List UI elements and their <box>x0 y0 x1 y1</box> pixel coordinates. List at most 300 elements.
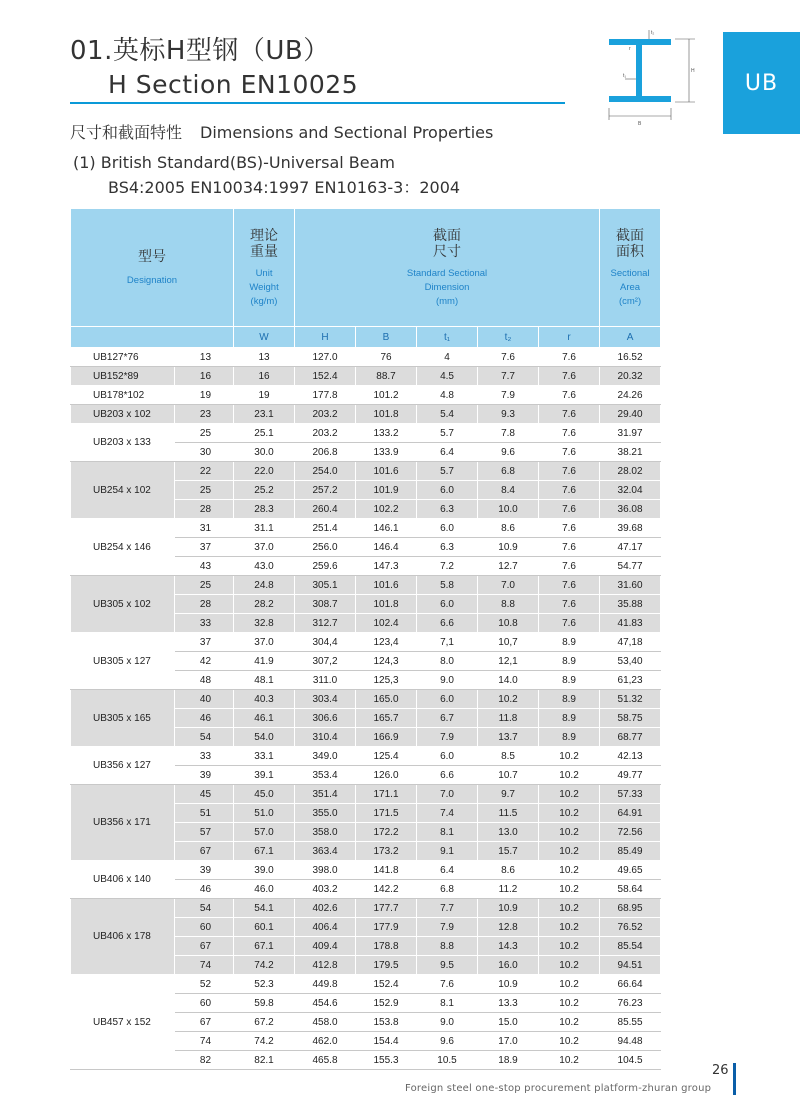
header-dim-en2: Dimension <box>424 281 470 293</box>
table-cell: 165.7 <box>356 709 417 728</box>
header-symbol-a: A <box>600 327 661 348</box>
table-cell: 23 <box>175 405 234 424</box>
table-cell: 57.0 <box>234 823 295 842</box>
table-cell: 47,18 <box>600 633 661 652</box>
table-cell: 152.4 <box>295 367 356 386</box>
table-cell: 104.5 <box>600 1051 661 1070</box>
table-cell: 60 <box>175 994 234 1013</box>
table-cell: 76 <box>356 348 417 367</box>
table-cell: 310.4 <box>295 728 356 747</box>
table-cell: 94.48 <box>600 1032 661 1051</box>
table-cell: 8.9 <box>539 709 600 728</box>
table-cell: 40 <box>175 690 234 709</box>
designation-cell: UB305 x 102 <box>71 576 175 633</box>
table-cell: 54.77 <box>600 557 661 576</box>
b-label: B <box>638 121 642 127</box>
header-symbol-w: W <box>234 327 295 348</box>
table-cell: 67.1 <box>234 842 295 861</box>
table-cell: 16 <box>234 367 295 386</box>
table-cell: 37 <box>175 538 234 557</box>
header-area-en3: (cm²) <box>618 295 642 307</box>
table-cell: 67.1 <box>234 937 295 956</box>
table-cell: 6.7 <box>417 709 478 728</box>
table-cell: 7.0 <box>417 785 478 804</box>
table-cell: 12.7 <box>478 557 539 576</box>
table-cell: 48.1 <box>234 671 295 690</box>
table-cell: 16.52 <box>600 348 661 367</box>
standard-title: (1) British Standard(BS)-Universal Beam <box>73 153 395 172</box>
table-cell: 8.9 <box>539 633 600 652</box>
table-cell: 8.6 <box>478 861 539 880</box>
table-cell: 10.2 <box>539 1032 600 1051</box>
table-cell: 7.6 <box>478 348 539 367</box>
table-cell: 7.6 <box>539 519 600 538</box>
designation-cell: UB152*89 <box>71 367 175 386</box>
table-cell: 13.3 <box>478 994 539 1013</box>
table-cell: 8.9 <box>539 690 600 709</box>
table-cell: 16.0 <box>478 956 539 975</box>
table-row <box>71 899 661 918</box>
table-cell: 7.8 <box>478 424 539 443</box>
table-cell: 7.9 <box>417 918 478 937</box>
table-cell: 10.2 <box>539 747 600 766</box>
page-title-en: H Section EN10025 <box>108 70 359 99</box>
header-weight <box>234 209 295 327</box>
table-cell: 465.8 <box>295 1051 356 1070</box>
ub-badge: UB <box>723 32 800 134</box>
table-cell: 41.83 <box>600 614 661 633</box>
table-cell: 68.77 <box>600 728 661 747</box>
designation-cell: UB203 x 102 <box>71 405 175 424</box>
table-cell: 52.3 <box>234 975 295 994</box>
table-cell: 102.2 <box>356 500 417 519</box>
t1-label: t₁ <box>623 73 627 79</box>
table-cell: 37.0 <box>234 633 295 652</box>
table-cell: 409.4 <box>295 937 356 956</box>
table-cell: 10.2 <box>539 899 600 918</box>
table-cell: 67.2 <box>234 1013 295 1032</box>
table-cell: 6.3 <box>417 538 478 557</box>
table-cell: 177.8 <box>295 386 356 405</box>
table-body <box>71 348 661 1070</box>
table-cell: 9.1 <box>417 842 478 861</box>
table-cell: 37.0 <box>234 538 295 557</box>
table-cell: 19 <box>234 386 295 405</box>
table-cell: 7.6 <box>539 538 600 557</box>
table-cell: 59.8 <box>234 994 295 1013</box>
table-cell: 49.77 <box>600 766 661 785</box>
table-cell: 64.91 <box>600 804 661 823</box>
table-cell: 5.7 <box>417 424 478 443</box>
table-cell: 10.9 <box>478 975 539 994</box>
table-cell: 76.23 <box>600 994 661 1013</box>
table-cell: 10.2 <box>539 918 600 937</box>
table-cell: 88.7 <box>356 367 417 386</box>
table-cell: 7.6 <box>539 405 600 424</box>
table-cell: 57.33 <box>600 785 661 804</box>
table-cell: 8.8 <box>478 595 539 614</box>
table-cell: 7.6 <box>539 576 600 595</box>
table-cell: 12,1 <box>478 652 539 671</box>
table-cell: 31.1 <box>234 519 295 538</box>
table-cell: 31 <box>175 519 234 538</box>
table-cell: 177.9 <box>356 918 417 937</box>
table-cell: 146.4 <box>356 538 417 557</box>
page-number: 26 <box>712 1063 729 1078</box>
table-cell: 147.3 <box>356 557 417 576</box>
table-cell: 125,3 <box>356 671 417 690</box>
table-cell: 8.6 <box>478 519 539 538</box>
table-cell: 304,4 <box>295 633 356 652</box>
table-cell: 7.6 <box>539 367 600 386</box>
table-cell: 10.2 <box>539 785 600 804</box>
table-cell: 353.4 <box>295 766 356 785</box>
t2-label: t₂ <box>651 30 655 36</box>
table-cell: 101.6 <box>356 462 417 481</box>
table-cell: 6.0 <box>417 747 478 766</box>
table-cell: 31.60 <box>600 576 661 595</box>
table-cell: 152.4 <box>356 975 417 994</box>
table-cell: 165.0 <box>356 690 417 709</box>
table-cell: 206.8 <box>295 443 356 462</box>
table-cell: 25.1 <box>234 424 295 443</box>
table-cell: 155.3 <box>356 1051 417 1070</box>
table-cell: 36.08 <box>600 500 661 519</box>
table-cell: 4 <box>417 348 478 367</box>
table-cell: 10.2 <box>539 766 600 785</box>
table-row <box>71 975 661 994</box>
table-cell: 14.3 <box>478 937 539 956</box>
header-symbol-b: B <box>356 327 417 348</box>
table-row <box>71 690 661 709</box>
title-divider <box>70 102 565 104</box>
table-cell: 76.52 <box>600 918 661 937</box>
table-cell: 9.0 <box>417 671 478 690</box>
table-cell: 39 <box>175 766 234 785</box>
table-cell: 8.9 <box>539 671 600 690</box>
table-cell: 7.0 <box>478 576 539 595</box>
table-cell: 39 <box>175 861 234 880</box>
table-cell: 7.6 <box>539 595 600 614</box>
table-cell: 10.0 <box>478 500 539 519</box>
table-row <box>71 462 661 481</box>
table-cell: 251.4 <box>295 519 356 538</box>
table-cell: 142.2 <box>356 880 417 899</box>
table-cell: 51 <box>175 804 234 823</box>
table-cell: 4.5 <box>417 367 478 386</box>
header-weight-cn2: 重量 <box>250 242 279 259</box>
table-cell: 13.7 <box>478 728 539 747</box>
table-cell: 72.56 <box>600 823 661 842</box>
table-cell: 20.32 <box>600 367 661 386</box>
page-number-bar <box>733 1063 736 1095</box>
table-cell: 303.4 <box>295 690 356 709</box>
table-cell: 4.8 <box>417 386 478 405</box>
table-cell: 68.95 <box>600 899 661 918</box>
table-cell: 7.7 <box>478 367 539 386</box>
table-cell: 6.8 <box>417 880 478 899</box>
table-cell: 58.64 <box>600 880 661 899</box>
table-cell: 54.1 <box>234 899 295 918</box>
table-cell: 402.6 <box>295 899 356 918</box>
table-cell: 101.6 <box>356 576 417 595</box>
table-cell: 61,23 <box>600 671 661 690</box>
table-cell: 458.0 <box>295 1013 356 1032</box>
table-cell: 306.6 <box>295 709 356 728</box>
table-cell: 12.8 <box>478 918 539 937</box>
table-cell: 7.6 <box>539 386 600 405</box>
table-cell: 35.88 <box>600 595 661 614</box>
table-cell: 6.0 <box>417 690 478 709</box>
table-cell: 101.2 <box>356 386 417 405</box>
table-cell: 47.17 <box>600 538 661 557</box>
table-cell: 14.0 <box>478 671 539 690</box>
table-cell: 203.2 <box>295 405 356 424</box>
table-cell: 101.8 <box>356 595 417 614</box>
table-cell: 146.1 <box>356 519 417 538</box>
table-cell: 28.02 <box>600 462 661 481</box>
table-cell: 10.2 <box>539 975 600 994</box>
table-cell: 358.0 <box>295 823 356 842</box>
table-cell: 74.2 <box>234 956 295 975</box>
header-dim-cn1: 截面 <box>433 226 462 243</box>
table-cell: 43 <box>175 557 234 576</box>
table-cell: 33 <box>175 614 234 633</box>
table-row <box>71 405 661 424</box>
table-cell: 178.8 <box>356 937 417 956</box>
table-cell: 49.65 <box>600 861 661 880</box>
table-cell: 307,2 <box>295 652 356 671</box>
designation-cell: UB254 x 146 <box>71 519 175 576</box>
table-cell: 7.6 <box>539 443 600 462</box>
table-cell: 203.2 <box>295 424 356 443</box>
table-cell: 7.6 <box>539 424 600 443</box>
table-cell: 10.2 <box>539 804 600 823</box>
table-cell: 355.0 <box>295 804 356 823</box>
table-cell: 101.8 <box>356 405 417 424</box>
header-area <box>600 209 661 327</box>
table-cell: 6.0 <box>417 595 478 614</box>
table-cell: 6.4 <box>417 861 478 880</box>
table-cell: 6.0 <box>417 519 478 538</box>
table-cell: 10,7 <box>478 633 539 652</box>
table-cell: 141.8 <box>356 861 417 880</box>
table-cell: 351.4 <box>295 785 356 804</box>
table-cell: 28 <box>175 500 234 519</box>
table-cell: 254.0 <box>295 462 356 481</box>
table-cell: 154.4 <box>356 1032 417 1051</box>
table-cell: 85.55 <box>600 1013 661 1032</box>
header-designation <box>71 209 234 327</box>
table-row <box>71 861 661 880</box>
table-cell: 9.6 <box>417 1032 478 1051</box>
table-cell: 43.0 <box>234 557 295 576</box>
table-cell: 312.7 <box>295 614 356 633</box>
table-cell: 7.9 <box>478 386 539 405</box>
designation-cell: UB203 x 133 <box>71 424 175 462</box>
table-cell: 10.2 <box>539 880 600 899</box>
table-cell: 10.2 <box>539 956 600 975</box>
table-cell: 32.04 <box>600 481 661 500</box>
table-cell: 74 <box>175 1032 234 1051</box>
table-cell: 7,1 <box>417 633 478 652</box>
table-row <box>71 348 661 367</box>
table-cell: 10.2 <box>539 994 600 1013</box>
table-cell: 125.4 <box>356 747 417 766</box>
table-cell: 124,3 <box>356 652 417 671</box>
table-cell: 82.1 <box>234 1051 295 1070</box>
table-cell: 9.5 <box>417 956 478 975</box>
table-cell: 39.1 <box>234 766 295 785</box>
header-symbol-r: r <box>539 327 600 348</box>
header-symbol-h: H <box>295 327 356 348</box>
table-cell: 32.8 <box>234 614 295 633</box>
table-cell: 8.8 <box>417 937 478 956</box>
table-cell: 74.2 <box>234 1032 295 1051</box>
table-cell: 6.0 <box>417 481 478 500</box>
table-cell: 10.5 <box>417 1051 478 1070</box>
table-cell: 449.8 <box>295 975 356 994</box>
table-cell: 398.0 <box>295 861 356 880</box>
table-cell: 7.2 <box>417 557 478 576</box>
table-cell: 94.51 <box>600 956 661 975</box>
table-cell: 8.1 <box>417 994 478 1013</box>
table-cell: 16 <box>175 367 234 386</box>
subtitle-en: Dimensions and Sectional Properties <box>200 123 494 142</box>
table-cell: 25 <box>175 576 234 595</box>
header-area-en2: Area <box>620 281 641 293</box>
table-cell: 7.6 <box>539 481 600 500</box>
table-cell: 82 <box>175 1051 234 1070</box>
designation-cell: UB457 x 152 <box>71 975 175 1070</box>
table-row <box>71 367 661 386</box>
table-cell: 40.3 <box>234 690 295 709</box>
table-cell: 102.4 <box>356 614 417 633</box>
table-cell: 38.21 <box>600 443 661 462</box>
table-cell: 25 <box>175 424 234 443</box>
table-cell: 9.7 <box>478 785 539 804</box>
header-symbol-t1: t₁ <box>417 327 478 348</box>
table-cell: 8.9 <box>539 652 600 671</box>
table-cell: 7.6 <box>417 975 478 994</box>
table-cell: 6.6 <box>417 766 478 785</box>
table-cell: 257.2 <box>295 481 356 500</box>
table-cell: 67 <box>175 1013 234 1032</box>
subtitle-cn: 尺寸和截面特性 <box>70 123 183 142</box>
table-cell: 25 <box>175 481 234 500</box>
table-cell: 179.5 <box>356 956 417 975</box>
page-title-cn: 01.英标H型钢（UB） <box>70 36 330 66</box>
table-cell: 60.1 <box>234 918 295 937</box>
table-cell: 60 <box>175 918 234 937</box>
table-cell: 454.6 <box>295 994 356 1013</box>
table-cell: 33 <box>175 747 234 766</box>
table-row <box>71 519 661 538</box>
designation-cell: UB305 x 127 <box>71 633 175 690</box>
table-cell: 10.8 <box>478 614 539 633</box>
table-cell: 133.2 <box>356 424 417 443</box>
table-cell: 30 <box>175 443 234 462</box>
table-cell: 10.2 <box>539 823 600 842</box>
header-area-en1: Sectional <box>610 267 650 279</box>
table-cell: 171.1 <box>356 785 417 804</box>
table-cell: 33.1 <box>234 747 295 766</box>
table-cell: 39.68 <box>600 519 661 538</box>
table-cell: 51.32 <box>600 690 661 709</box>
header-dim-en1: Standard Sectional <box>406 267 488 279</box>
standard-codes: BS4:2005 EN10034:1997 EN10163-3：2004 <box>108 178 461 197</box>
table-cell: 305.1 <box>295 576 356 595</box>
table-cell: 28.3 <box>234 500 295 519</box>
table-cell: 24.26 <box>600 386 661 405</box>
table-cell: 11.2 <box>478 880 539 899</box>
header-symbol-blank <box>71 327 234 348</box>
table-cell: 46.1 <box>234 709 295 728</box>
table-cell: 173.2 <box>356 842 417 861</box>
header-designation-cn: 型号 <box>138 247 166 264</box>
table-cell: 172.2 <box>356 823 417 842</box>
table-cell: 19 <box>175 386 234 405</box>
table-cell: 37 <box>175 633 234 652</box>
table-cell: 101.9 <box>356 481 417 500</box>
header-dim-en3: (mm) <box>435 295 459 307</box>
table-cell: 177.7 <box>356 899 417 918</box>
table-row <box>71 633 661 652</box>
table-cell: 23.1 <box>234 405 295 424</box>
table-row <box>71 785 661 804</box>
table-cell: 153.8 <box>356 1013 417 1032</box>
table-cell: 57 <box>175 823 234 842</box>
table-cell: 25.2 <box>234 481 295 500</box>
table-cell: 10.2 <box>478 690 539 709</box>
table-cell: 42 <box>175 652 234 671</box>
table-cell: 123,4 <box>356 633 417 652</box>
table-cell: 24.8 <box>234 576 295 595</box>
header-symbol-t2: t₂ <box>478 327 539 348</box>
table-cell: 7.6 <box>539 462 600 481</box>
table-cell: 15.0 <box>478 1013 539 1032</box>
table-row <box>71 424 661 443</box>
table-cell: 10.2 <box>539 1013 600 1032</box>
table-cell: 85.49 <box>600 842 661 861</box>
table-cell: 31.97 <box>600 424 661 443</box>
section-subtitle <box>70 120 493 143</box>
table-cell: 28 <box>175 595 234 614</box>
header-weight-en2: Weight <box>249 281 279 293</box>
table-cell: 52 <box>175 975 234 994</box>
table-row <box>71 386 661 405</box>
table-cell: 67 <box>175 842 234 861</box>
table-cell: 9.0 <box>417 1013 478 1032</box>
table-cell: 8.1 <box>417 823 478 842</box>
table-cell: 311.0 <box>295 671 356 690</box>
table-cell: 42.13 <box>600 747 661 766</box>
table-cell: 6.3 <box>417 500 478 519</box>
table-cell: 127.0 <box>295 348 356 367</box>
table-cell: 7.6 <box>539 614 600 633</box>
table-cell: 53,40 <box>600 652 661 671</box>
table-cell: 58.75 <box>600 709 661 728</box>
h-label: H <box>691 68 695 74</box>
table-cell: 9.6 <box>478 443 539 462</box>
table-cell: 462.0 <box>295 1032 356 1051</box>
header-weight-en3: (kg/m) <box>250 295 278 307</box>
table-cell: 54 <box>175 728 234 747</box>
table-cell: 41.9 <box>234 652 295 671</box>
designation-cell: UB406 x 140 <box>71 861 175 899</box>
table-cell: 22.0 <box>234 462 295 481</box>
table-cell: 363.4 <box>295 842 356 861</box>
